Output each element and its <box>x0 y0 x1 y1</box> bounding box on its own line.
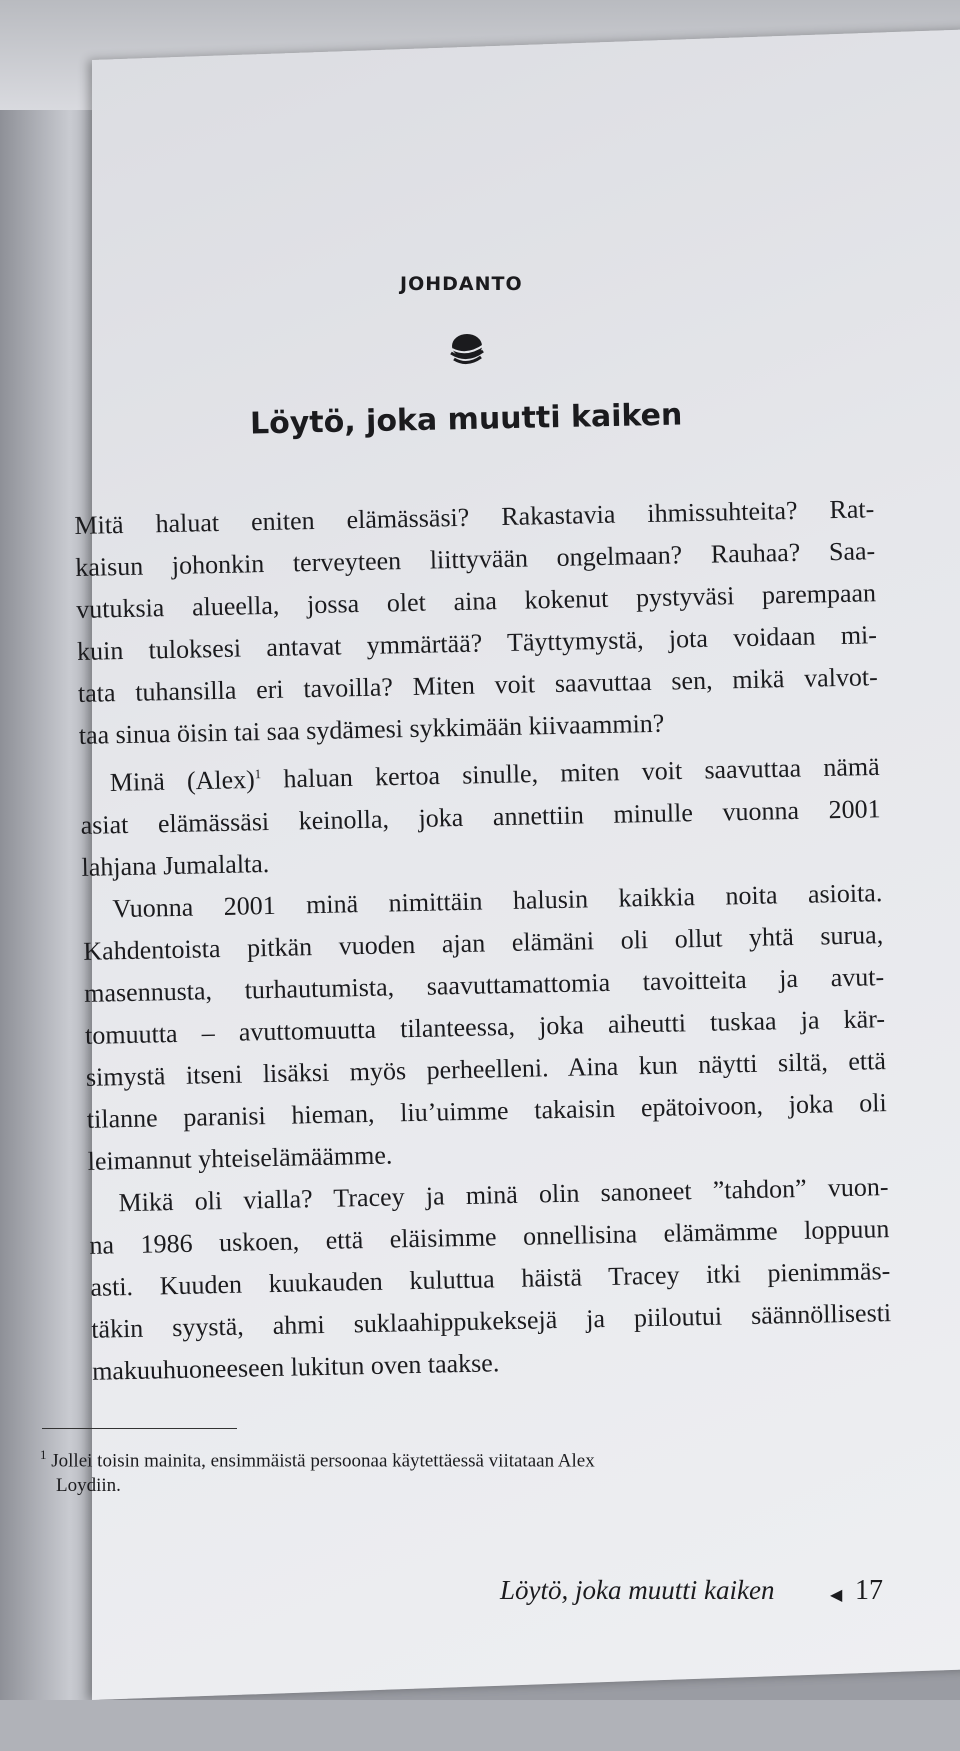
text-line: Mitä haluat eniten elämässäsi? Rakastavia ihmissuhteita? Rat- <box>74 494 875 540</box>
text-line: Mikä oli vialla? Tracey ja minä olin sanoneet ”tahdon” vuon- <box>118 1171 889 1217</box>
text-line: täkin syystä, ahmi suklaahippukeksejä ja piiloutui säännöllisesti <box>90 1297 892 1344</box>
text-line: kuin tuloksesi antavat ymmärtää? Täyttymystä, jota voidaan mi- <box>76 620 878 666</box>
text-line: tata tuhansilla eri tavoilla? Miten voit saavuttaa sen, mikä valvot- <box>77 662 879 708</box>
footnote-number: 1 <box>40 1447 47 1462</box>
text-line: tilanne paranisi hieman, liu’uimme takaisin epätoivoon, joka oli <box>86 1087 887 1134</box>
text-line: Kahdentoista pitkän vuoden ajan elämäni oli ollut yhtä surua, <box>83 919 884 966</box>
chapter-title: Löytö, joka muutti kaiken <box>249 397 683 442</box>
footnote-ref: 1 <box>254 766 262 782</box>
text-line: Vuonna 2001 minä nimittäin halusin kaikkia noita asioita. <box>112 877 883 923</box>
running-footer: Löytö, joka muutti kaiken <box>500 1575 775 1605</box>
footnote <box>40 1442 900 1498</box>
text-line: simystä itseni lisäksi myös perheelleni. Aina kun näytti siltä, että <box>85 1045 887 1092</box>
paragraph-1 <box>74 488 879 757</box>
text-fragment: Minä (Alex) <box>109 764 256 797</box>
text-fragment: haluan kertoa sinulle, miten voit saavuttaa nämä <box>260 751 880 794</box>
text-line: asiat elämässäsi keinolla, joka annettiin minulle vuonna 2001 <box>80 793 881 840</box>
text-line: leimannut yhteiselämäämme. <box>87 1140 393 1176</box>
text-fragment: Jollei toisin mainita, ensimmäistä persoonaa käytettäessä viitataan Alex <box>51 1450 595 1472</box>
text-line: asti. Kuuden kuukauden kuluttua häistä Tracey itki pienimmäs- <box>90 1255 891 1302</box>
paragraph-2 <box>79 740 882 888</box>
text-line: taa sinua öisin tai saa sydämesi sykkimään kiivaammin? <box>78 708 665 750</box>
triangle-left-icon: ◀ <box>830 1587 843 1604</box>
footnote-line <box>40 1442 900 1473</box>
text-line: kaisun johonkin terveyteen liittyvään ongelmaan? Rauhaa? Saa- <box>75 536 876 582</box>
paragraph-4 <box>88 1166 892 1393</box>
body-text <box>74 488 892 1392</box>
paragraph-3 <box>82 872 888 1183</box>
page-number: 17 <box>855 1575 883 1606</box>
text-line: tomuutta – avuttomuutta tilanteessa, joka aiheutti tuskaa ja kär- <box>84 1003 886 1050</box>
text-line: makuuhuoneeseen lukitun oven taakse. <box>91 1347 500 1386</box>
text-line: vutuksia alueella, jossa olet aina kokenut pystyväsi parempaan <box>75 578 877 624</box>
text-line: na 1986 uskoen, että eläisimme onnellisina elämämme loppuun <box>89 1213 890 1260</box>
footnote-line: Loydiin. <box>56 1475 121 1497</box>
globe-emblem-icon <box>448 333 486 367</box>
chapter-label: JOHDANTO <box>400 273 523 295</box>
text-line: masennusta, turhautumista, saavuttamattomia tavoitteita ja avut- <box>83 961 885 1008</box>
footnote-divider <box>42 1428 237 1429</box>
text-line: lahjana Jumalalta. <box>81 848 270 882</box>
